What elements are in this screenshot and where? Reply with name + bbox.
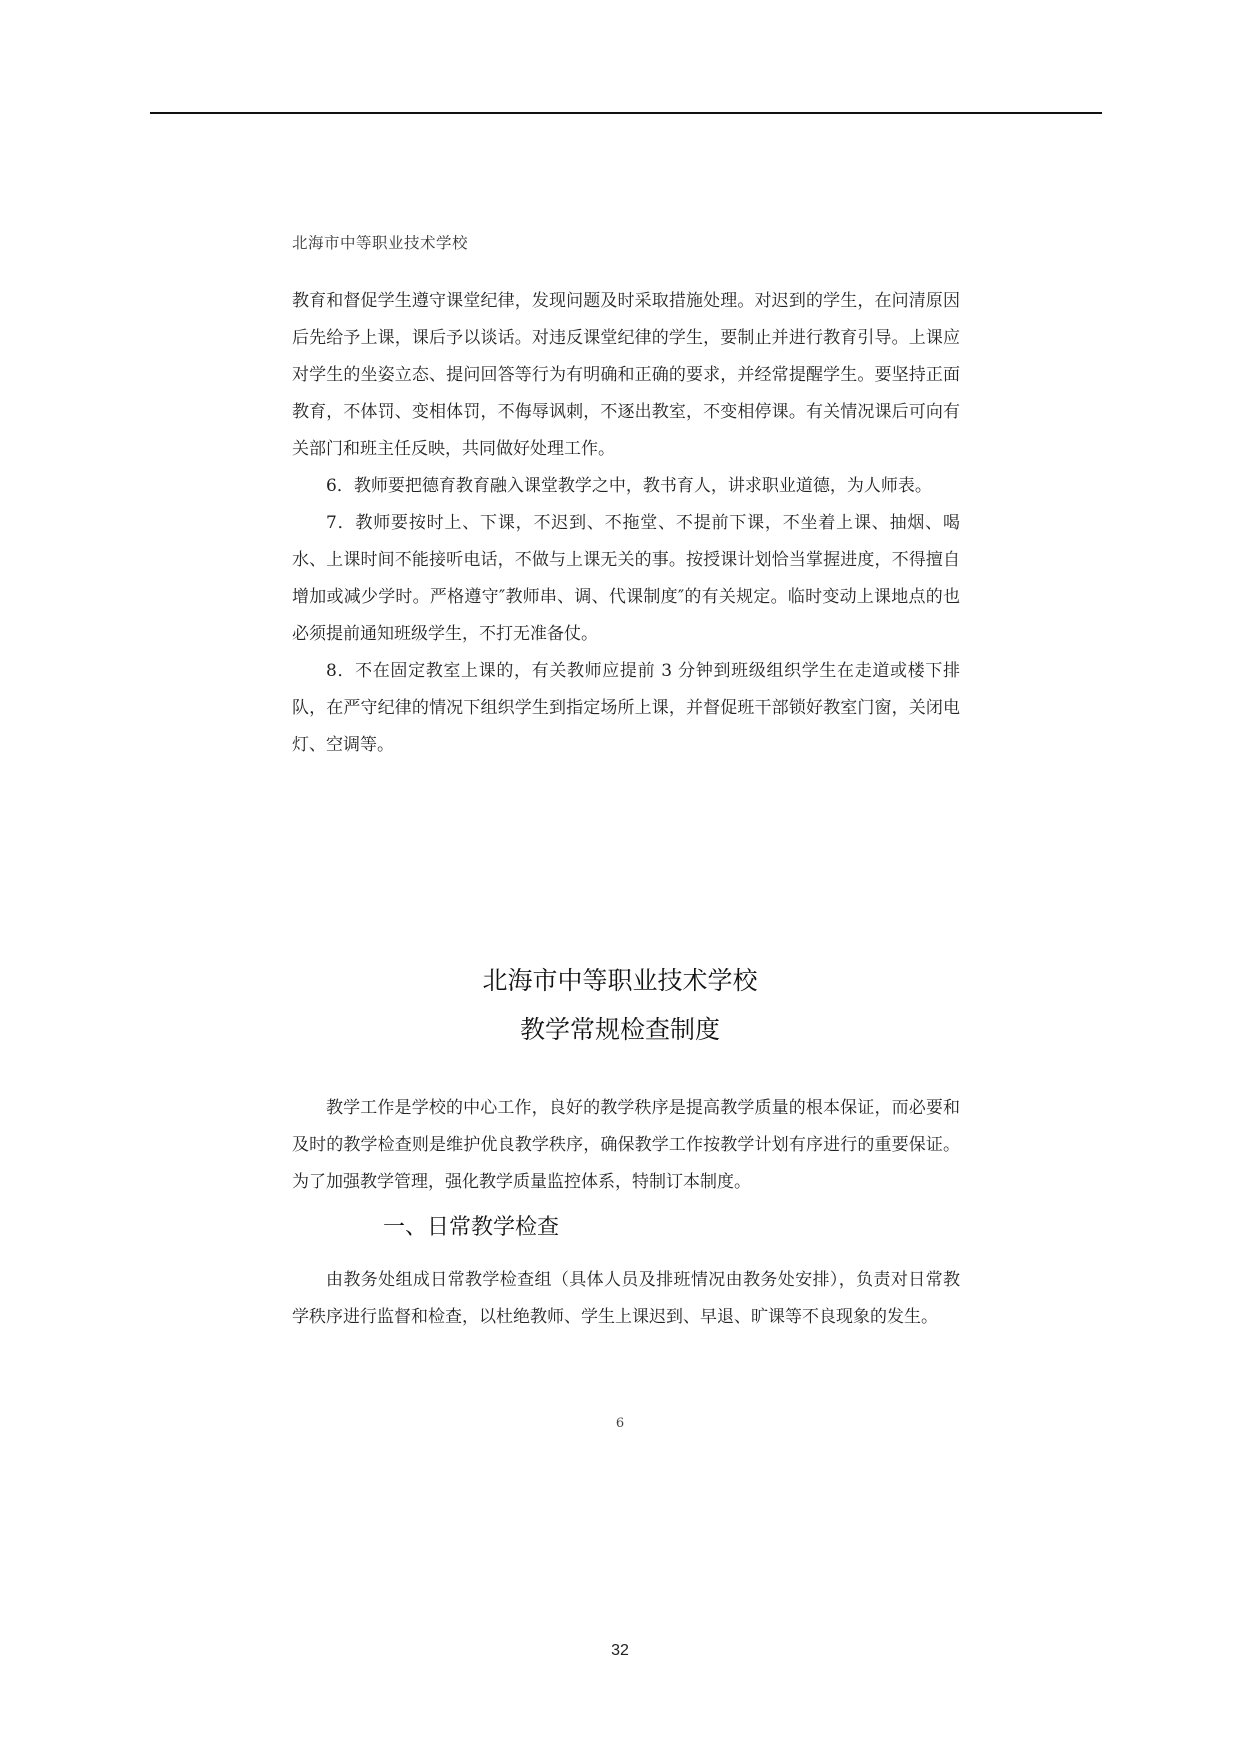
section-heading-daily-check: 一、日常教学检查: [383, 1215, 560, 1240]
paragraph-item-6: 6．教师要把德育教育融入课堂教学之中，教书育人，讲求职业道德，为人师表。: [326, 476, 932, 496]
paragraph-item-8: 8．不在固定教室上课的，有关教师应提前 3 分钟到班级组织学生在走道或楼下排队，在严守纪律的情况下组织学生到指定场所上课，并督促班干部锁好教室门窗，关闭电灯、空调等。: [292, 661, 960, 755]
page-number: 32: [611, 1642, 629, 1659]
document-title-school: 北海市中等职业技术学校: [482, 966, 758, 995]
upper-text-block: [292, 283, 960, 764]
paragraph-daily-check: 由教务处组成日常教学检查组（具体人员及排班情况由教务处安排），负责对日常教学秩序进行监督和检查，以杜绝教师、学生上课迟到、早退、旷课等不良现象的发生。: [292, 1270, 960, 1327]
section1-text-block: [292, 1262, 960, 1336]
paragraph-item-7: 7．教师要按时上、下课，不迟到、不拖堂、不提前下课，不坐着上课、抽烟、喝水、上课时间不能接听电话，不做与上课无关的事。按授课计划恰当掌握进度，不得擅自增加或减少学时。严格遵守″教师串、调、代课制度″的有关规定。临时变动上课地点的也必须提前通知班级学生，不打无准备仗。: [292, 513, 960, 644]
paragraph-intro: 教学工作是学校的中心工作，良好的教学秩序是提高教学质量的根本保证，而必要和及时的教学检查则是维护优良教学秩序，确保教学工作按教学计划有序进行的重要保证。为了加强教学管理，强化教学质量监控体系，特制订本制度。: [292, 1098, 960, 1192]
running-header: 北海市中等职业技术学校: [292, 234, 469, 252]
document-title-regulation: 教学常规检查制度: [519, 1015, 720, 1044]
inner-page-number: 6: [615, 1416, 625, 1431]
header-rule: [150, 112, 1102, 114]
paragraph-discipline: 教育和督促学生遵守课堂纪律，发现问题及时采取措施处理。对迟到的学生，在问清原因后先给予上课，课后予以谈话。对违反课堂纪律的学生，要制止并进行教育引导。上课应对学生的坐姿立态、提问回答等行为有明确和正确的要求，并经常提醒学生。要坚持正面教育，不体罚、变相体罚，不侮辱讽刺，不逐出教室，不变相停课。有关情况课后可向有关部门和班主任反映，共同做好处理工作。: [292, 291, 960, 459]
intro-text-block: [292, 1090, 960, 1201]
